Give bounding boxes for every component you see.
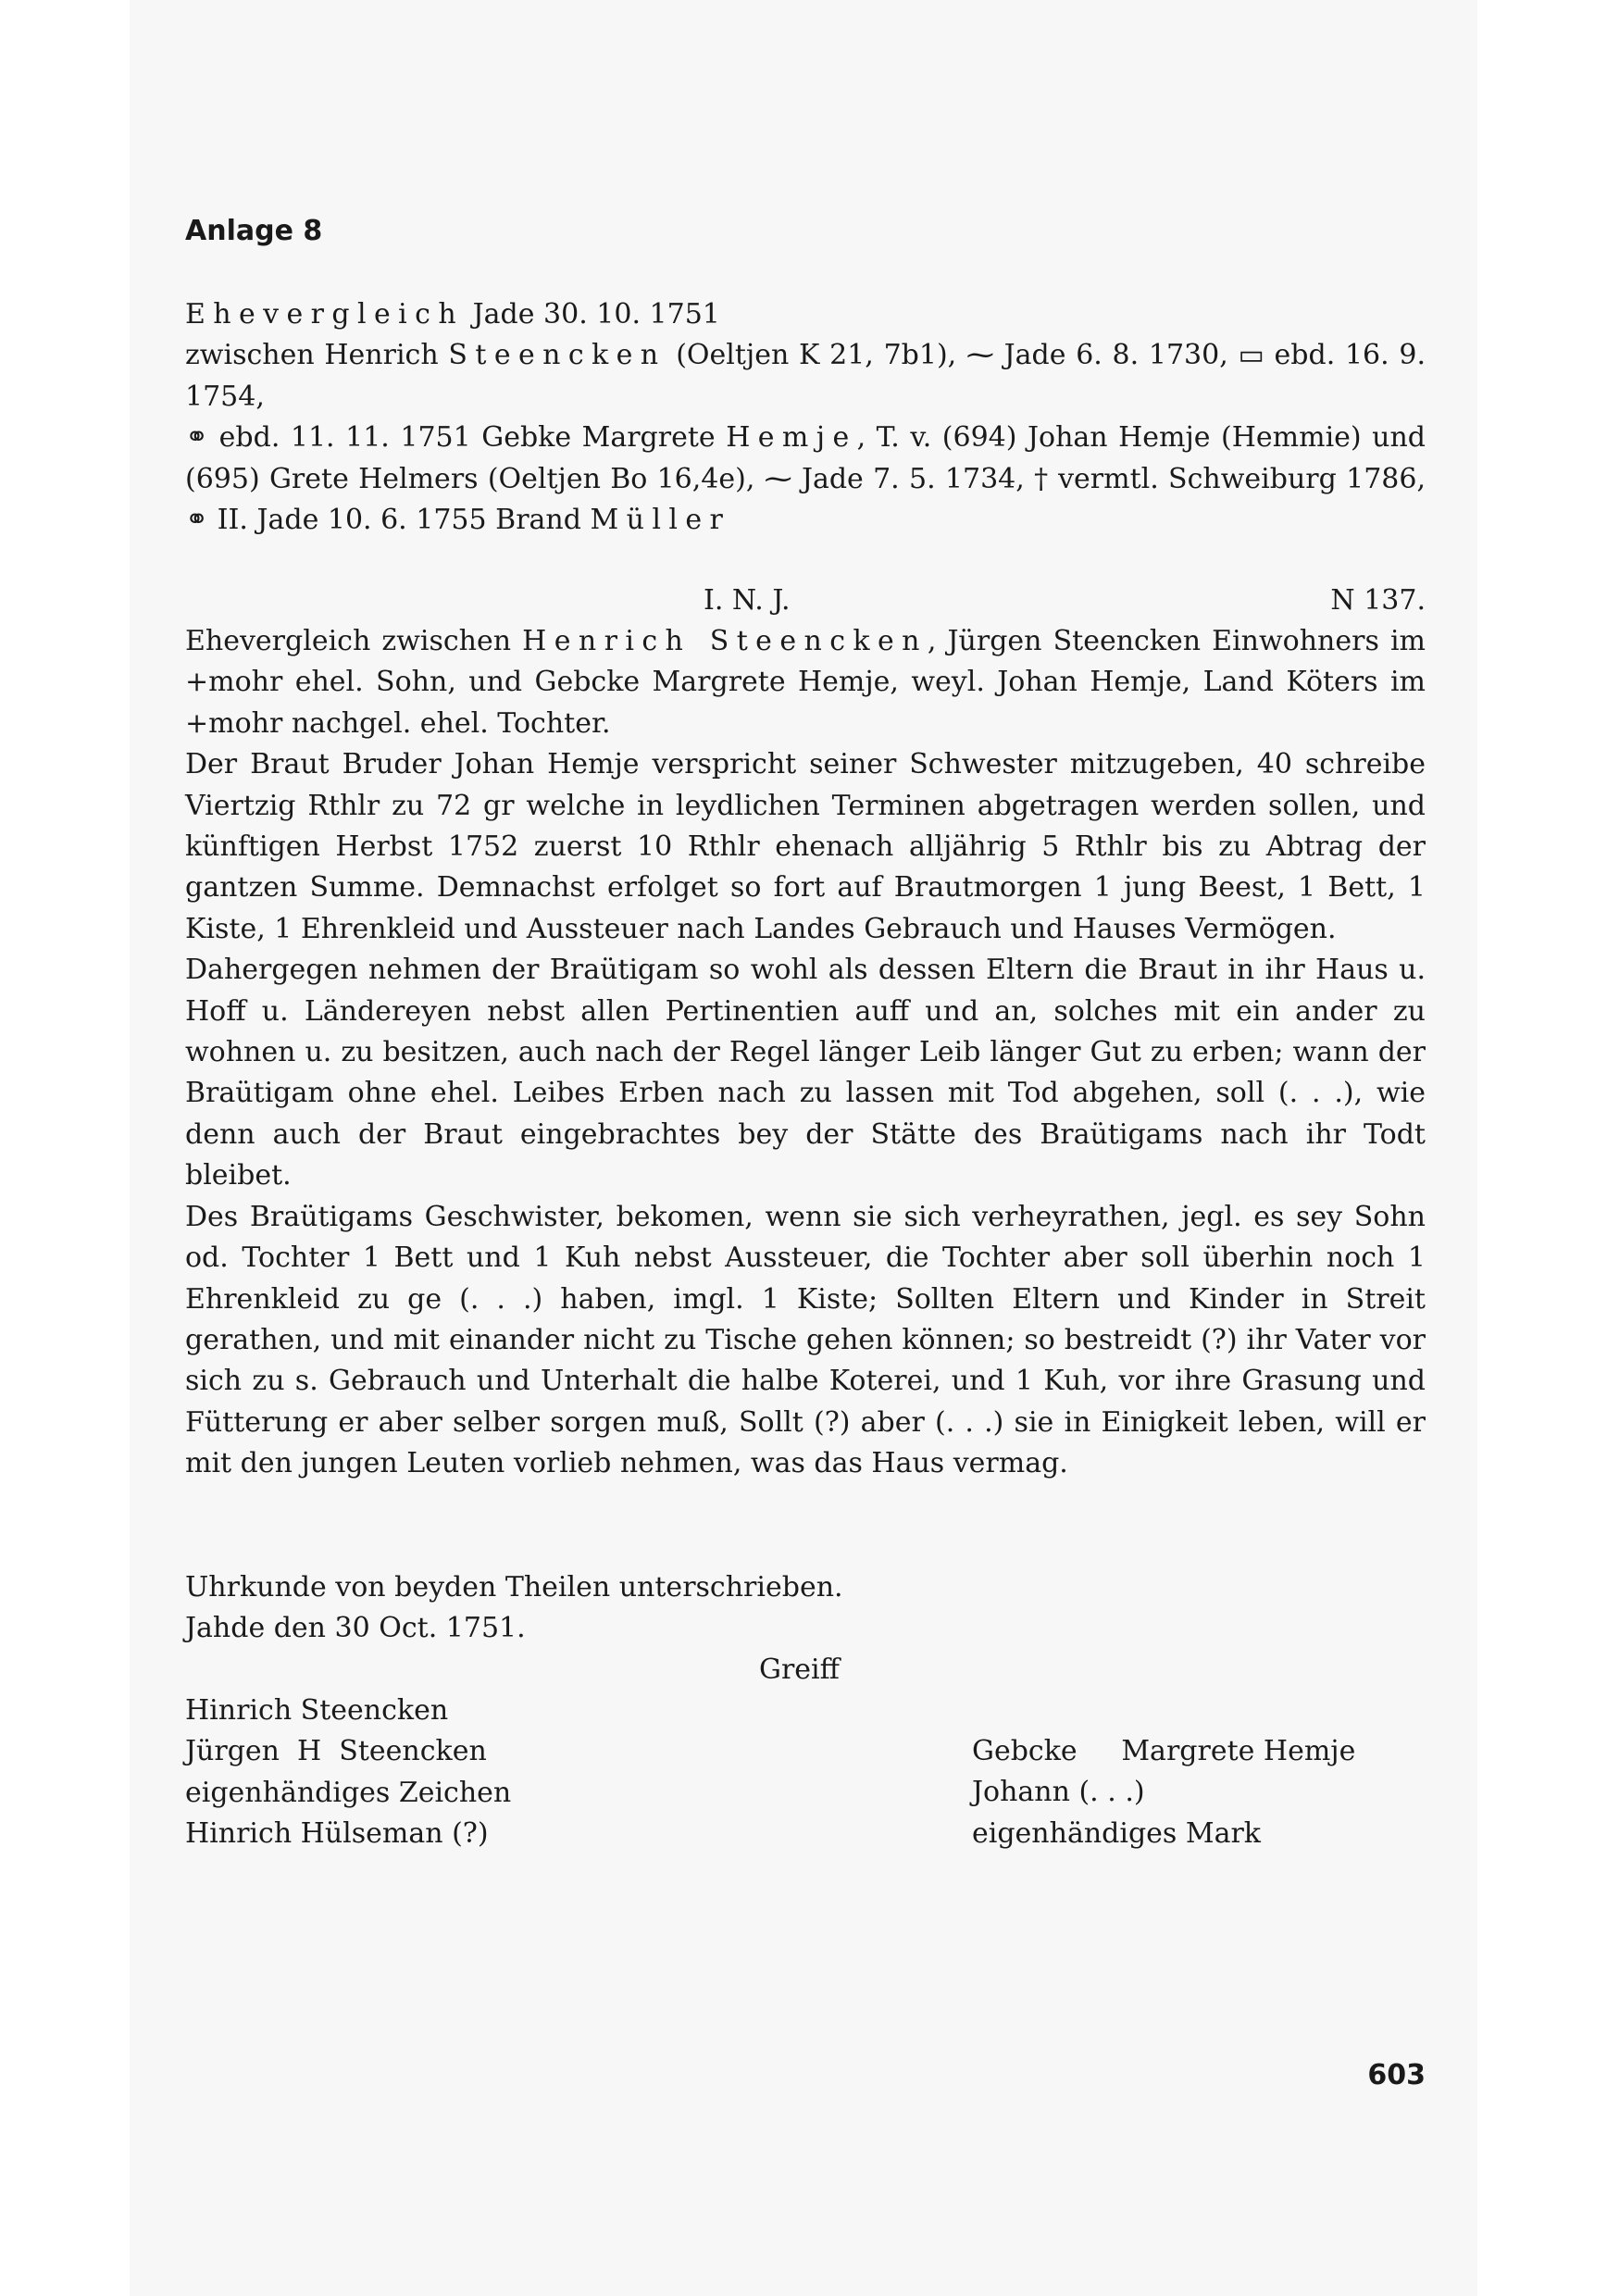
intro-name-second-husband: Müller: [590, 504, 731, 537]
signature-line: eigenhändiges Mark: [972, 1816, 1261, 1850]
signature-line: eigenhändiges Zeichen: [185, 1776, 512, 1809]
intro-text: (Oeltjen K 21, 7b1), ⁓ Jade 6. 8. 1730, ▭ ebd. 16. 9. 1754,: [185, 339, 1426, 413]
signature-line: Hinrich Steencken: [185, 1694, 449, 1727]
contract-body: [185, 621, 1426, 1485]
intro-title: Ehevergleich: [185, 298, 465, 331]
closing-line: Uhrkunde von beyden Theilen unterschrieben.: [185, 1571, 843, 1603]
contract-paragraph: Dahergegen nehmen der Braütigam so wohl als dessen Eltern die Braut in ihr Haus u. Hoff u. Ländereyen nebst allen Pertinentien auff und an, solches mit ein ander zu wohnen u. zu besitzen, auch nach der Regel länger Leib länger Gut zu erben; wann der Braütigam ohne ehel. Leibes Erben nach zu lassen mit Tod abgehen, soll (. . .), wie denn auch der Braut eingebrachtes bey der Stätte des Braütigams nach ihr Todt bleibet.: [185, 954, 1426, 1192]
signature-line: Hinrich Hülseman (?): [185, 1817, 489, 1851]
witness-name: Greiff: [759, 1653, 840, 1686]
signatures-right: [972, 1731, 1355, 1854]
page-number: 603: [1367, 2059, 1426, 2091]
document-header-row: [185, 580, 1426, 621]
genealogy-intro: [185, 294, 1426, 541]
contract-text: , Jürgen Steencken Einwohners im +mohr ehel. Sohn, und Gebcke Margrete Hemje, weyl. Johan Hemje, Land Köters im +mohr nachgel. ehel. Tochter.: [185, 625, 1426, 740]
intro-text: , T. v. (694) Johan Hemje (Hemmie) und (695) Grete Helmers (Oeltjen Bo 16,4e), ⁓ Jade 7. 5. 1734, † vermtl. Schweiburg 1786, ⚭ II. Jade 10. 6. 1755 Brand: [185, 421, 1426, 537]
intro-text: ⚭ ebd. 11. 11. 1751 Gebke Margrete: [185, 421, 727, 455]
intro-name-bride: Hemje: [726, 421, 857, 455]
signatures-left: [185, 1691, 511, 1855]
contract-paragraph: [185, 621, 1426, 744]
contract-paragraph: Des Braütigams Geschwister, bekomen, wenn sie sich verheyrathen, jegl. es sey Sohn od. Tochter 1 Bett und 1 Kuh nebst Aussteuer, die Tochter aber soll überhin noch 1 Ehrenkleid zu ge (. . .) haben, imgl. 1 Kiste; Sollten Eltern und Kinder in Streit gerathen, und mit einander nicht zu Tische gehen können; so bestreidt (?) ihr Vater vor sich zu s. Gebrauch und Unterhalt die halbe Koterei, und 1 Kuh, vor ihre Grasung und Fütterung er aber selber sorgen muß, Sollt (?) aber (. . .) sie in Einigkeit leben, will er mit den jungen Leuten vorlieb nehmen, was das Haus vermag.: [185, 1200, 1426, 1480]
document-reference: N 137.: [1330, 584, 1426, 617]
signature-line: Gebcke Margrete Hemje: [972, 1735, 1356, 1767]
contract-name-groom: Henrich Steencken: [522, 625, 928, 657]
intro-text: zwischen Henrich: [185, 339, 449, 372]
intro-title-date: Jade 30. 10. 1751: [464, 298, 720, 331]
invocation-inj: I. N. J.: [704, 584, 791, 617]
signature-line: Johann (. . .): [972, 1776, 1145, 1809]
contract-paragraph: Der Braut Bruder Johan Hemje verspricht seiner Schwester mitzugeben, 40 schreibe Viertzig Rthlr zu 72 gr welche in leydlichen Terminen abgetragen werden sollen, und künftigen Herbst 1752 zuerst 10 Rthlr ehenach alljährig 5 Rthlr bis zu Abtrag der gantzen Summe. Demnachst erfolget so fort auf Brautmorgen 1 jung Beest, 1 Bett, 1 Kiste, 1 Ehrenkleid und Aussteuer nach Landes Gebrauch und Hauses Vermögen.: [185, 748, 1426, 945]
closing-lines: [185, 1567, 843, 1650]
closing-date: Jahde den 30 Oct. 1751.: [185, 1612, 526, 1645]
signature-line: Jürgen H Steencken: [185, 1735, 487, 1768]
appendix-heading: Anlage 8: [185, 215, 323, 247]
intro-name-groom: Steencken: [448, 339, 666, 372]
contract-text: Ehevergleich zwischen: [185, 625, 523, 657]
